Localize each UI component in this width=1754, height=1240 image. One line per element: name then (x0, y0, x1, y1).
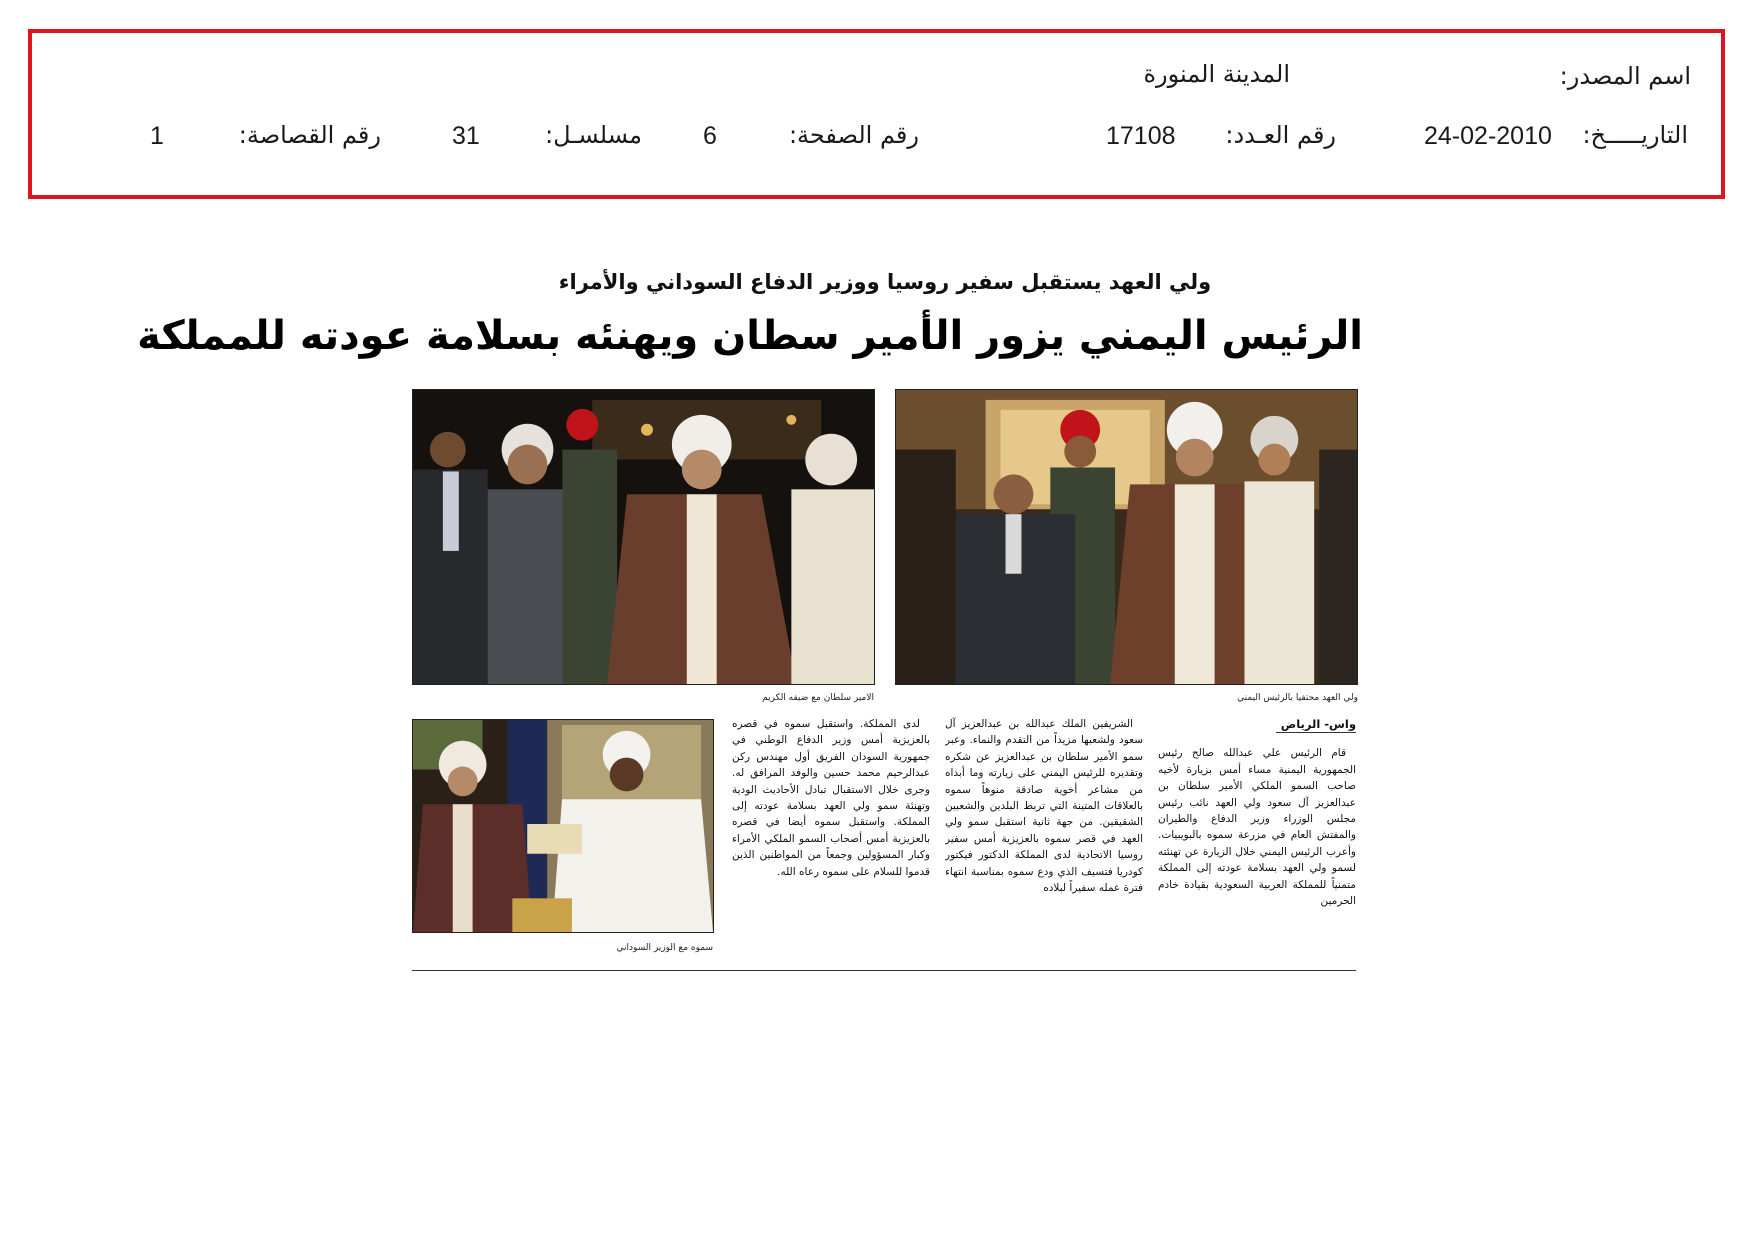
issue-value: 17108 (1106, 122, 1176, 150)
photo-yemeni-president (895, 389, 1358, 685)
caption-left-photo: الامير سلطان مع ضيفه الكريم (762, 693, 874, 703)
article-column-2 (945, 716, 1143, 962)
clip-label: رقم القصاصة: (238, 121, 381, 149)
article-bottom-rule (412, 970, 1356, 971)
article-dateline: واس- الرياض (1276, 716, 1356, 733)
serial-value: 31 (452, 122, 480, 150)
serial-label: مسلسـل: (545, 121, 642, 149)
article-headline: الرئيس اليمني يزور الأمير سطان ويهنئه بسلامة عودته للمملكة (137, 313, 1363, 359)
article-kicker: ولي العهد يستقبل سفير روسيا ووزير الدفاع السوداني والأمراء (558, 270, 1212, 294)
clipping-metadata-box (28, 29, 1725, 199)
clip-value: 1 (150, 122, 164, 150)
source-label: اسم المصدر: (1559, 62, 1691, 90)
column-text: قام الرئيس علي عبدالله صالح رئيس الجمهورية اليمنية مساء أمس بزيارة لأخيه صاحب السمو الملكي الأمير سلطان بن عبدالعزيز آل سعود ولي العهد نائب رئيس مجلس الوزراء وزير الدفاع والطيران والمفتش العام في مزرعة سموه بالبويبيات. وأعرب الرئيس اليمني خلال الزيارة عن تهنئته لسمو ولي العهد بسلامة عودته إلى المملكة متمنياً للمملكة العربية السعودية بقيادة خادم الحرمين (1158, 747, 1356, 908)
column-text: لدى المملكة. واستقبل سموه في قصره بالعزيزية أمس وزير الدفاع الوطني في جمهورية السودان الفريق أول مهندس ركن عبدالرحيم محمد حسين والوفد المرافق له. وجرى خلال الاستقبال تبادل الأحاديث الودية وتهنئة سمو ولي العهد بسلامة عودته إلى المملكة. واستقبل سموه أيضا في قصره بالعزيزية أمس أصحاب السمو الملكي الأمراء وكبار المسؤولين وجمعاً من المواطنين الذين قدموا للسلام على سموه رعاه الله. (732, 718, 930, 878)
date-label: التاريـــــخ: (1582, 121, 1688, 149)
page-label: رقم الصفحة: (788, 121, 919, 149)
article-column-1 (1158, 716, 1356, 962)
caption-right-photo: ولي العهد محتفيا بالرئيس اليمني (1237, 693, 1358, 703)
page-value: 6 (703, 122, 717, 150)
photo-prince-with-guest (412, 389, 875, 685)
article-column-3 (732, 716, 930, 962)
date-value: 24-02-2010 (1424, 122, 1552, 150)
photo-sudanese-minister (412, 719, 714, 933)
caption-bottom-photo: سموه مع الوزير السوداني (616, 943, 713, 953)
source-value: المدينة المنورة (1143, 60, 1290, 88)
column-text: الشريفين الملك عبدالله بن عبدالعزيز آل سعود ولشعبها مزيداً من التقدم والنماء. وعبر سمو الأمير سلطان بن عبدالعزيز عن شكره وتقديره للرئيس اليمني على زيارته وما أبداه من مشاعر أخوية صادقة منوهاً سموه بالعلاقات المتينة التي تربط البلدين والشعبين الشقيقين. من جهة ثانية استقبل سمو ولي العهد في قصر سموه بالعزيزية أمس سفير روسيا الاتحادية لدى المملكة الدكتور فيكتور كودريا فتسيف الذي ودع سموه بمناسبة انتهاء فترة عمله سفيراً لبلاده (945, 718, 1143, 895)
issue-label: رقم العـدد: (1225, 121, 1336, 149)
